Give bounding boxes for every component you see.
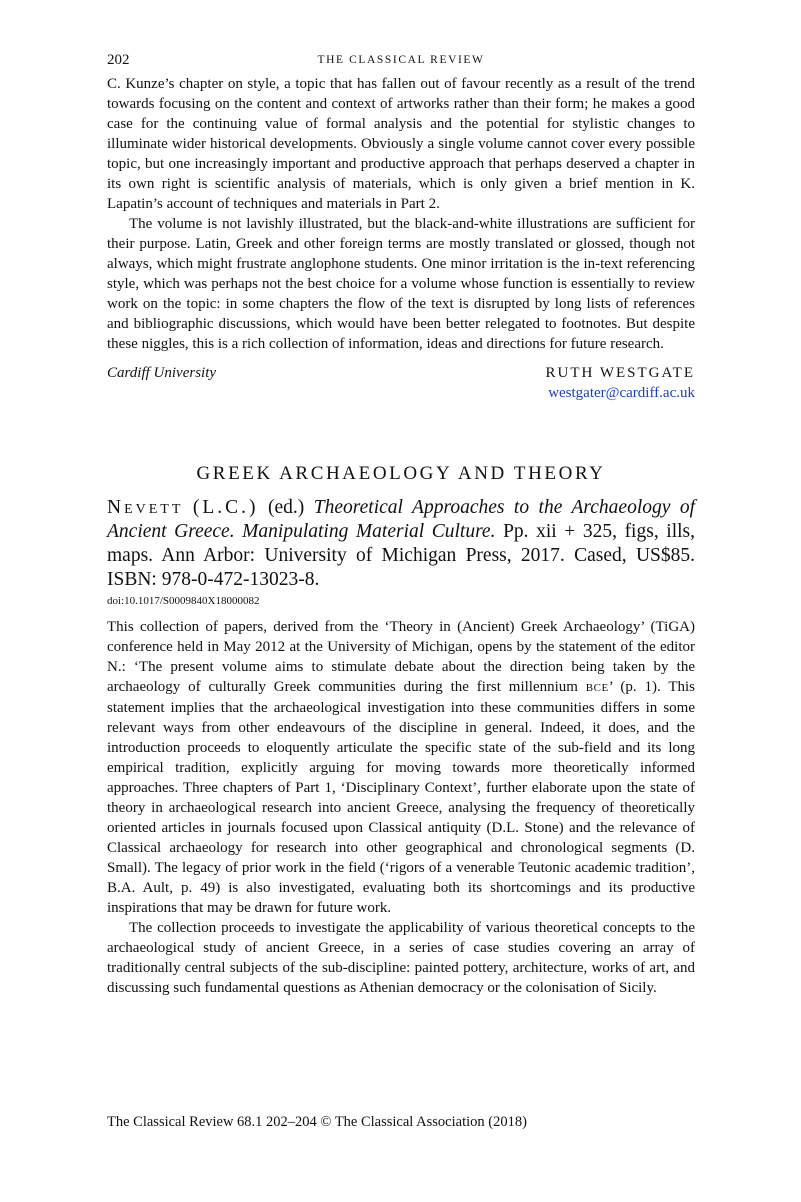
editor-mark: (ed.) bbox=[268, 497, 305, 518]
page-footer: The Classical Review 68.1 202–204 © The Classical Association (2018) bbox=[107, 1114, 527, 1130]
reviewer-signature bbox=[107, 365, 695, 409]
reviewer-email-link[interactable]: westgater@cardiff.ac.uk bbox=[548, 385, 695, 401]
review2-paragraph-1 bbox=[107, 617, 695, 918]
review1-paragraph-1: C. Kunze’s chapter on style, a topic that has fallen out of favour recently as a result of the trend towards focusing on the content and context of artworks rather than their form; he makes a good case for the continuing value of formal analysis and the potential for stylistic changes to illuminate wider historical developments. Obviously a single volume cannot cover every possible topic, but one increasingly important and productive approach that perhaps deserved a chapter in its own right is scientific analysis of materials, which is only given a brief mention in K. Lapatin’s account of techniques and materials in Part 2. bbox=[107, 76, 695, 212]
review1-paragraph-2: The volume is not lavishly illustrated, but the black-and-white illustrations are sufficient for their purpose. Latin, Greek and other foreign terms are mostly translated or glossed, though not always, which might frustrate anglophone students. One minor irritation is the in-text referencing style, which was perhaps not the best choice for a volume whose function is essentially to review work on the topic: in some chapters the flow of the text is disrupted by long lists of references and bibliographic discussions, which would have been better relegated to footnotes. But despite these niggles, this is a rich collection of information, ideas and directions for future research. bbox=[107, 216, 695, 352]
book-title: Theoretical Approaches to the Archaeology of Ancient Greece. Manipulating Material Culture. bbox=[107, 497, 696, 542]
reviewer-name: RUTH WESTGATE bbox=[545, 365, 695, 381]
bce-abbreviation: BCE bbox=[585, 682, 609, 694]
section-heading: GREEK ARCHAEOLOGY AND THEORY bbox=[196, 463, 606, 484]
page-number: 202 bbox=[107, 52, 130, 68]
review2-paragraph-2: The collection proceeds to investigate the applicability of various theoretical concepts to the archaeological study of ancient Greece, in a series of case studies covering an array of traditionally central subjects of the sub-discipline: painted pottery, architecture, works of art, and discussing such fundamental questions as Athenian democracy or the colonisation of Sicily. bbox=[107, 920, 695, 996]
book-author: Nevett bbox=[107, 497, 184, 518]
book-author-initials: (L.C.) bbox=[192, 497, 259, 518]
review2-paragraph-1-part-a: This collection of papers, derived from the ‘Theory in (Ancient) Greek Archaeology’ (TiGA) conference held in May 2012 at the University of Michigan, opens by the statement of the editor N.: ‘The present volume aims to stimulate debate about the direction being taken by the archaeology of culturally Greek communities during the first millennium bbox=[107, 619, 695, 695]
book-details: Pp. xii + 325, figs, ills, maps. Ann Arbor: University of Michigan Press, 2017. Cased, US$85. ISBN: 978-0-472-13023-8. bbox=[107, 521, 695, 590]
page-body bbox=[107, 52, 695, 998]
reviewer-affiliation: Cardiff University bbox=[107, 365, 217, 381]
journal-name: THE CLASSICAL REVIEW bbox=[317, 54, 485, 66]
doi: doi:10.1017/S0009840X18000082 bbox=[107, 595, 260, 607]
running-head bbox=[107, 52, 695, 74]
book-citation bbox=[107, 496, 695, 592]
review2-paragraph-1-part-b: ’ (p. 1). This statement implies that the archaeological investigation into these communities differs in some relevant ways from other endeavours of the discipline in general. Indeed, it does, and the introduction proceeds to eloquently articulate the specific state of the sub-field and its long empirical tradition, explicitly arguing for moving towards more theoretically informed approaches. Three chapters of Part 1, ‘Disciplinary Context’, further elaborate upon the state of theory in archaeological research into ancient Greece, analysing the frequency of theoretically oriented articles in journals focused upon Classical antiquity (D.L. Stone) and the relevance of Classical archaeology for research into other geographical and chronological segments (D. Small). The legacy of prior work in the field (‘rigors of a venerable Teutonic academic tradition’, B.A. Ault, p. 49) is also investigated, evaluating both its shortcomings and its productive inspirations that may be drawn for future work. bbox=[107, 679, 695, 916]
